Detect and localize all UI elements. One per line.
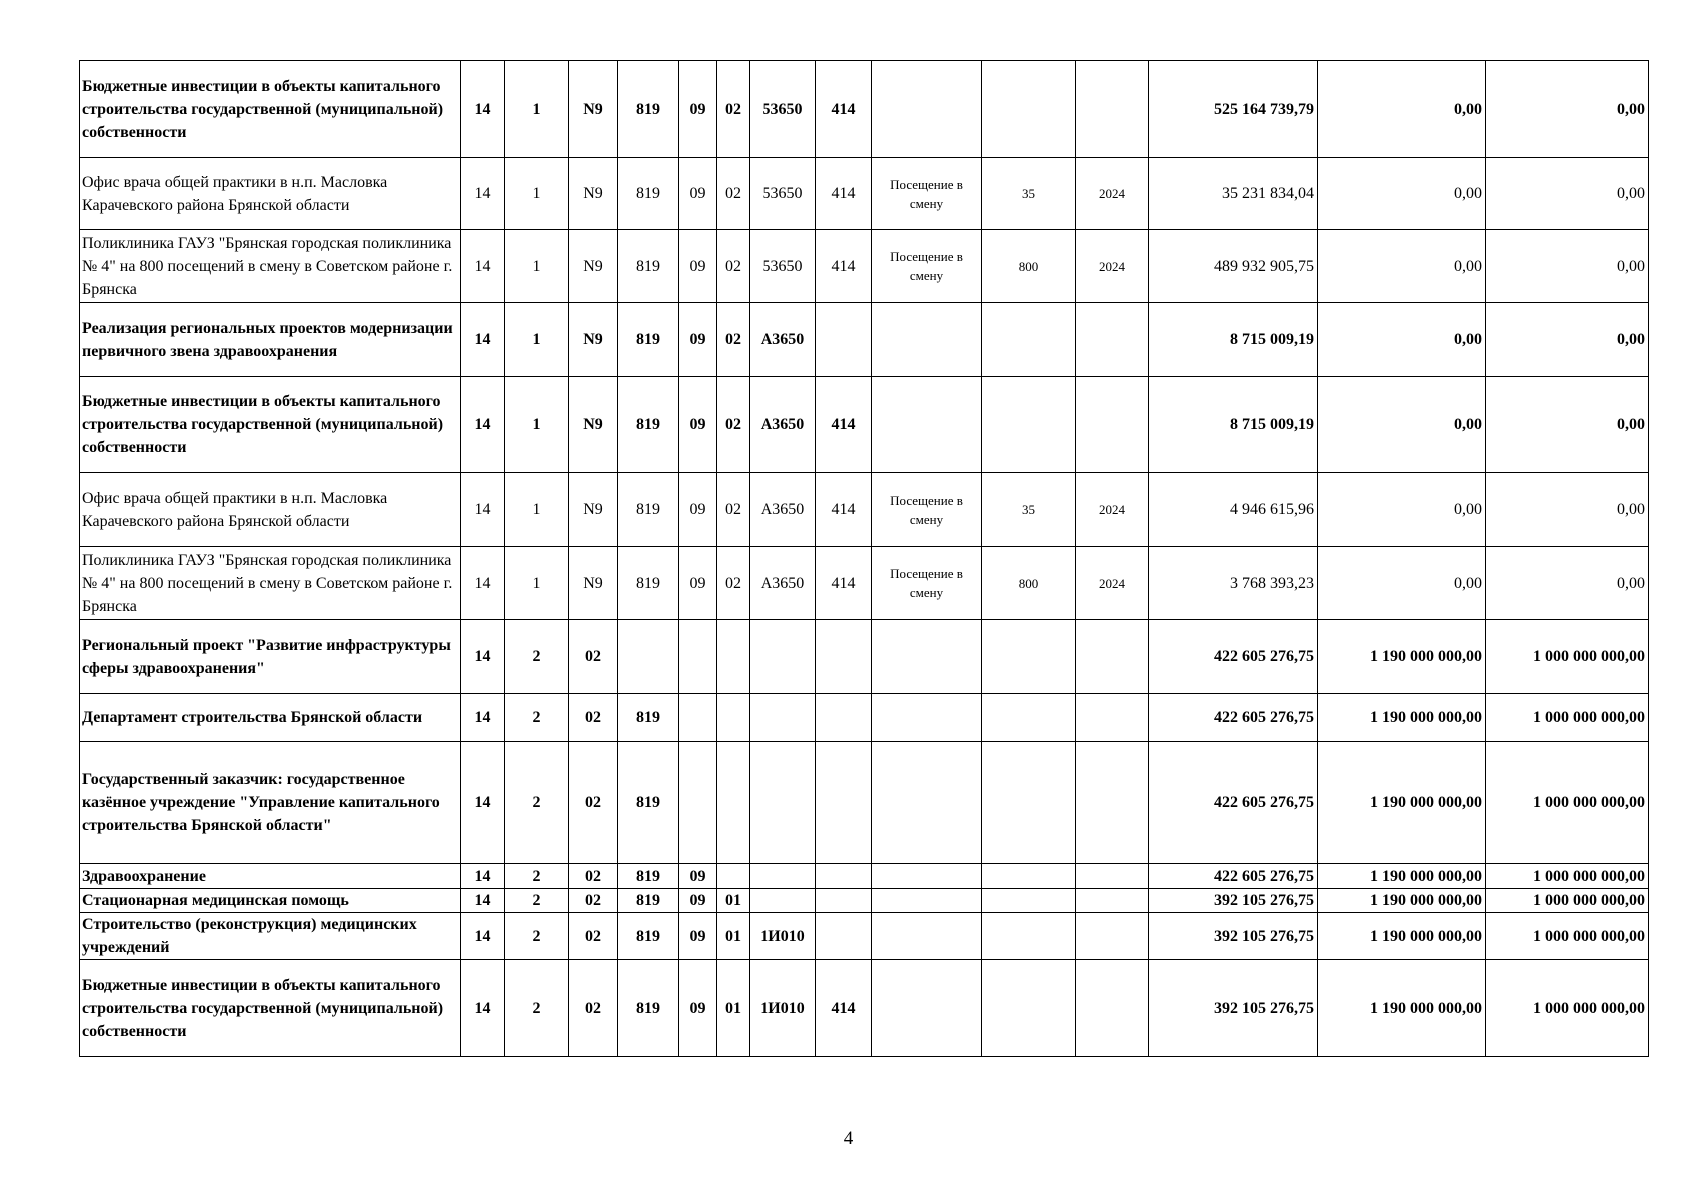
code-3: N9 — [569, 547, 618, 620]
code-expense-type — [816, 620, 872, 694]
unit-cell — [872, 694, 982, 742]
code-3: N9 — [569, 377, 618, 473]
code-3: 02 — [569, 864, 618, 889]
unit-cell — [872, 742, 982, 864]
code-3: 02 — [569, 742, 618, 864]
year-cell — [1076, 620, 1149, 694]
row-name: Бюджетные инвестиции в объекты капитального строительства государственной (муниципальной) собственности — [80, 960, 461, 1057]
amount-year-1: 422 605 276,75 — [1149, 620, 1318, 694]
year-cell — [1076, 913, 1149, 960]
year-cell — [1076, 694, 1149, 742]
code-3: 02 — [569, 960, 618, 1057]
code-section — [679, 694, 717, 742]
code-ministry: 819 — [618, 303, 679, 377]
row-name: Здравоохранение — [80, 864, 461, 889]
amount-year-1: 392 105 276,75 — [1149, 889, 1318, 913]
code-ministry: 819 — [618, 864, 679, 889]
code-section: 09 — [679, 377, 717, 473]
code-subsection — [717, 864, 750, 889]
amount-year-3: 1 000 000 000,00 — [1486, 864, 1649, 889]
code-target: 53650 — [750, 61, 816, 158]
code-expense-type — [816, 889, 872, 913]
code-1: 14 — [461, 61, 505, 158]
code-expense-type — [816, 913, 872, 960]
unit-cell — [872, 377, 982, 473]
code-subsection: 02 — [717, 230, 750, 303]
code-1: 14 — [461, 547, 505, 620]
unit-cell — [872, 864, 982, 889]
code-target: А3650 — [750, 377, 816, 473]
amount-year-3: 1 000 000 000,00 — [1486, 742, 1649, 864]
amount-year-3: 1 000 000 000,00 — [1486, 620, 1649, 694]
row-name: Поликлиника ГАУЗ "Брянская городская поликлиника № 4" на 800 посещений в смену в Советском районе г. Брянска — [80, 230, 461, 303]
year-cell — [1076, 742, 1149, 864]
code-expense-type: 414 — [816, 230, 872, 303]
code-expense-type: 414 — [816, 158, 872, 230]
code-2: 2 — [505, 742, 569, 864]
code-2: 2 — [505, 960, 569, 1057]
unit-cell — [872, 61, 982, 158]
amount-year-1: 422 605 276,75 — [1149, 694, 1318, 742]
code-section — [679, 742, 717, 864]
amount-year-2: 1 190 000 000,00 — [1318, 742, 1486, 864]
capacity-cell — [982, 742, 1076, 864]
amount-year-3: 1 000 000 000,00 — [1486, 694, 1649, 742]
table-row — [80, 620, 1649, 694]
unit-cell: Посещение в смену — [872, 230, 982, 303]
amount-year-3: 1 000 000 000,00 — [1486, 960, 1649, 1057]
amount-year-2: 1 190 000 000,00 — [1318, 889, 1486, 913]
code-expense-type — [816, 864, 872, 889]
code-ministry: 819 — [618, 889, 679, 913]
code-section: 09 — [679, 230, 717, 303]
capacity-cell: 35 — [982, 473, 1076, 547]
unit-cell — [872, 620, 982, 694]
table-row — [80, 960, 1649, 1057]
amount-year-3: 0,00 — [1486, 158, 1649, 230]
code-2: 1 — [505, 547, 569, 620]
row-name: Офис врача общей практики в н.п. Масловка Карачевского района Брянской области — [80, 473, 461, 547]
amount-year-2: 0,00 — [1318, 158, 1486, 230]
code-3: N9 — [569, 158, 618, 230]
code-subsection — [717, 620, 750, 694]
code-section: 09 — [679, 960, 717, 1057]
row-name: Бюджетные инвестиции в объекты капитального строительства государственной (муниципальной) собственности — [80, 377, 461, 473]
row-name: Департамент строительства Брянской области — [80, 694, 461, 742]
code-3: 02 — [569, 620, 618, 694]
row-name: Государственный заказчик: государственное казённое учреждение "Управление капитального строительства Брянской области" — [80, 742, 461, 864]
code-1: 14 — [461, 742, 505, 864]
code-1: 14 — [461, 158, 505, 230]
unit-cell — [872, 303, 982, 377]
code-1: 14 — [461, 913, 505, 960]
code-target — [750, 620, 816, 694]
code-1: 14 — [461, 230, 505, 303]
code-expense-type — [816, 303, 872, 377]
amount-year-1: 4 946 615,96 — [1149, 473, 1318, 547]
amount-year-2: 1 190 000 000,00 — [1318, 960, 1486, 1057]
row-name: Региональный проект "Развитие инфраструктуры сферы здравоохранения" — [80, 620, 461, 694]
unit-cell — [872, 889, 982, 913]
code-2: 1 — [505, 377, 569, 473]
year-cell — [1076, 377, 1149, 473]
code-2: 1 — [505, 158, 569, 230]
table-row — [80, 864, 1649, 889]
code-1: 14 — [461, 960, 505, 1057]
code-section: 09 — [679, 158, 717, 230]
amount-year-3: 0,00 — [1486, 547, 1649, 620]
table-row — [80, 742, 1649, 864]
amount-year-1: 8 715 009,19 — [1149, 303, 1318, 377]
amount-year-2: 0,00 — [1318, 377, 1486, 473]
capacity-cell — [982, 61, 1076, 158]
code-section: 09 — [679, 913, 717, 960]
amount-year-1: 35 231 834,04 — [1149, 158, 1318, 230]
code-subsection: 01 — [717, 889, 750, 913]
code-expense-type: 414 — [816, 377, 872, 473]
amount-year-2: 1 190 000 000,00 — [1318, 864, 1486, 889]
code-3: 02 — [569, 694, 618, 742]
capacity-cell: 800 — [982, 547, 1076, 620]
code-target — [750, 889, 816, 913]
code-1: 14 — [461, 889, 505, 913]
row-name: Офис врача общей практики в н.п. Масловка Карачевского района Брянской области — [80, 158, 461, 230]
capacity-cell: 35 — [982, 158, 1076, 230]
code-ministry: 819 — [618, 960, 679, 1057]
code-2: 1 — [505, 303, 569, 377]
code-subsection: 02 — [717, 303, 750, 377]
code-target — [750, 694, 816, 742]
amount-year-3: 0,00 — [1486, 61, 1649, 158]
code-subsection: 02 — [717, 158, 750, 230]
capacity-cell — [982, 889, 1076, 913]
code-target: 1И010 — [750, 960, 816, 1057]
page-number: 4 — [843, 1128, 854, 1149]
capacity-cell — [982, 694, 1076, 742]
capacity-cell: 800 — [982, 230, 1076, 303]
amount-year-1: 525 164 739,79 — [1149, 61, 1318, 158]
amount-year-1: 392 105 276,75 — [1149, 960, 1318, 1057]
code-3: N9 — [569, 230, 618, 303]
code-expense-type: 414 — [816, 473, 872, 547]
code-expense-type: 414 — [816, 547, 872, 620]
table-row — [80, 377, 1649, 473]
row-name: Реализация региональных проектов модернизации первичного звена здравоохранения — [80, 303, 461, 377]
code-1: 14 — [461, 864, 505, 889]
code-expense-type — [816, 742, 872, 864]
row-name: Бюджетные инвестиции в объекты капитального строительства государственной (муниципальной) собственности — [80, 61, 461, 158]
unit-cell: Посещение в смену — [872, 473, 982, 547]
code-subsection: 02 — [717, 473, 750, 547]
amount-year-2: 1 190 000 000,00 — [1318, 694, 1486, 742]
table-row — [80, 547, 1649, 620]
code-ministry: 819 — [618, 742, 679, 864]
table-row — [80, 913, 1649, 960]
amount-year-2: 1 190 000 000,00 — [1318, 620, 1486, 694]
amount-year-1: 392 105 276,75 — [1149, 913, 1318, 960]
table-row — [80, 473, 1649, 547]
row-name: Стационарная медицинская помощь — [80, 889, 461, 913]
code-subsection — [717, 742, 750, 864]
amount-year-3: 1 000 000 000,00 — [1486, 913, 1649, 960]
year-cell — [1076, 864, 1149, 889]
unit-cell: Посещение в смену — [872, 158, 982, 230]
capacity-cell — [982, 864, 1076, 889]
code-target: А3650 — [750, 473, 816, 547]
code-ministry: 819 — [618, 473, 679, 547]
code-subsection — [717, 694, 750, 742]
amount-year-1: 422 605 276,75 — [1149, 742, 1318, 864]
code-2: 1 — [505, 230, 569, 303]
code-ministry — [618, 620, 679, 694]
year-cell — [1076, 889, 1149, 913]
code-3: 02 — [569, 889, 618, 913]
amount-year-2: 0,00 — [1318, 61, 1486, 158]
table-row — [80, 694, 1649, 742]
code-ministry: 819 — [618, 694, 679, 742]
year-cell: 2024 — [1076, 230, 1149, 303]
code-ministry: 819 — [618, 547, 679, 620]
code-section: 09 — [679, 61, 717, 158]
amount-year-1: 489 932 905,75 — [1149, 230, 1318, 303]
code-1: 14 — [461, 473, 505, 547]
amount-year-1: 8 715 009,19 — [1149, 377, 1318, 473]
code-2: 2 — [505, 620, 569, 694]
year-cell: 2024 — [1076, 547, 1149, 620]
year-cell — [1076, 61, 1149, 158]
code-subsection: 02 — [717, 377, 750, 473]
year-cell: 2024 — [1076, 158, 1149, 230]
code-target — [750, 742, 816, 864]
table-row — [80, 303, 1649, 377]
code-ministry: 819 — [618, 61, 679, 158]
code-target — [750, 864, 816, 889]
code-ministry: 819 — [618, 158, 679, 230]
code-expense-type: 414 — [816, 960, 872, 1057]
row-name: Строительство (реконструкция) медицинских учреждений — [80, 913, 461, 960]
capacity-cell — [982, 620, 1076, 694]
code-ministry: 819 — [618, 913, 679, 960]
table-row — [80, 158, 1649, 230]
amount-year-3: 0,00 — [1486, 303, 1649, 377]
code-section: 09 — [679, 473, 717, 547]
capacity-cell — [982, 913, 1076, 960]
code-subsection: 01 — [717, 913, 750, 960]
code-3: N9 — [569, 61, 618, 158]
code-target: 1И010 — [750, 913, 816, 960]
code-section: 09 — [679, 889, 717, 913]
amount-year-2: 0,00 — [1318, 547, 1486, 620]
code-2: 2 — [505, 694, 569, 742]
code-subsection: 01 — [717, 960, 750, 1057]
capacity-cell — [982, 960, 1076, 1057]
code-expense-type: 414 — [816, 61, 872, 158]
capacity-cell — [982, 303, 1076, 377]
table-row — [80, 230, 1649, 303]
amount-year-3: 1 000 000 000,00 — [1486, 889, 1649, 913]
amount-year-3: 0,00 — [1486, 473, 1649, 547]
budget-table — [79, 60, 1649, 1057]
code-2: 2 — [505, 913, 569, 960]
code-2: 1 — [505, 473, 569, 547]
amount-year-2: 0,00 — [1318, 303, 1486, 377]
code-subsection: 02 — [717, 61, 750, 158]
code-1: 14 — [461, 694, 505, 742]
unit-cell: Посещение в смену — [872, 547, 982, 620]
code-1: 14 — [461, 303, 505, 377]
amount-year-1: 3 768 393,23 — [1149, 547, 1318, 620]
amount-year-1: 422 605 276,75 — [1149, 864, 1318, 889]
amount-year-2: 0,00 — [1318, 473, 1486, 547]
capacity-cell — [982, 377, 1076, 473]
amount-year-2: 1 190 000 000,00 — [1318, 913, 1486, 960]
year-cell: 2024 — [1076, 473, 1149, 547]
unit-cell — [872, 913, 982, 960]
code-target: 53650 — [750, 158, 816, 230]
code-section: 09 — [679, 864, 717, 889]
row-name: Поликлиника ГАУЗ "Брянская городская поликлиника № 4" на 800 посещений в смену в Советском районе г. Брянска — [80, 547, 461, 620]
year-cell — [1076, 303, 1149, 377]
amount-year-3: 0,00 — [1486, 377, 1649, 473]
code-section — [679, 620, 717, 694]
code-expense-type — [816, 694, 872, 742]
year-cell — [1076, 960, 1149, 1057]
code-3: N9 — [569, 473, 618, 547]
code-ministry: 819 — [618, 230, 679, 303]
unit-cell — [872, 960, 982, 1057]
code-ministry: 819 — [618, 377, 679, 473]
code-3: 02 — [569, 913, 618, 960]
code-subsection: 02 — [717, 547, 750, 620]
amount-year-2: 0,00 — [1318, 230, 1486, 303]
code-section: 09 — [679, 303, 717, 377]
code-target: 53650 — [750, 230, 816, 303]
code-2: 1 — [505, 61, 569, 158]
code-2: 2 — [505, 889, 569, 913]
code-section: 09 — [679, 547, 717, 620]
code-target: А3650 — [750, 547, 816, 620]
code-1: 14 — [461, 377, 505, 473]
code-target: А3650 — [750, 303, 816, 377]
code-2: 2 — [505, 864, 569, 889]
table-row — [80, 61, 1649, 158]
amount-year-3: 0,00 — [1486, 230, 1649, 303]
code-1: 14 — [461, 620, 505, 694]
table-row — [80, 889, 1649, 913]
table-body — [80, 61, 1649, 1057]
code-3: N9 — [569, 303, 618, 377]
